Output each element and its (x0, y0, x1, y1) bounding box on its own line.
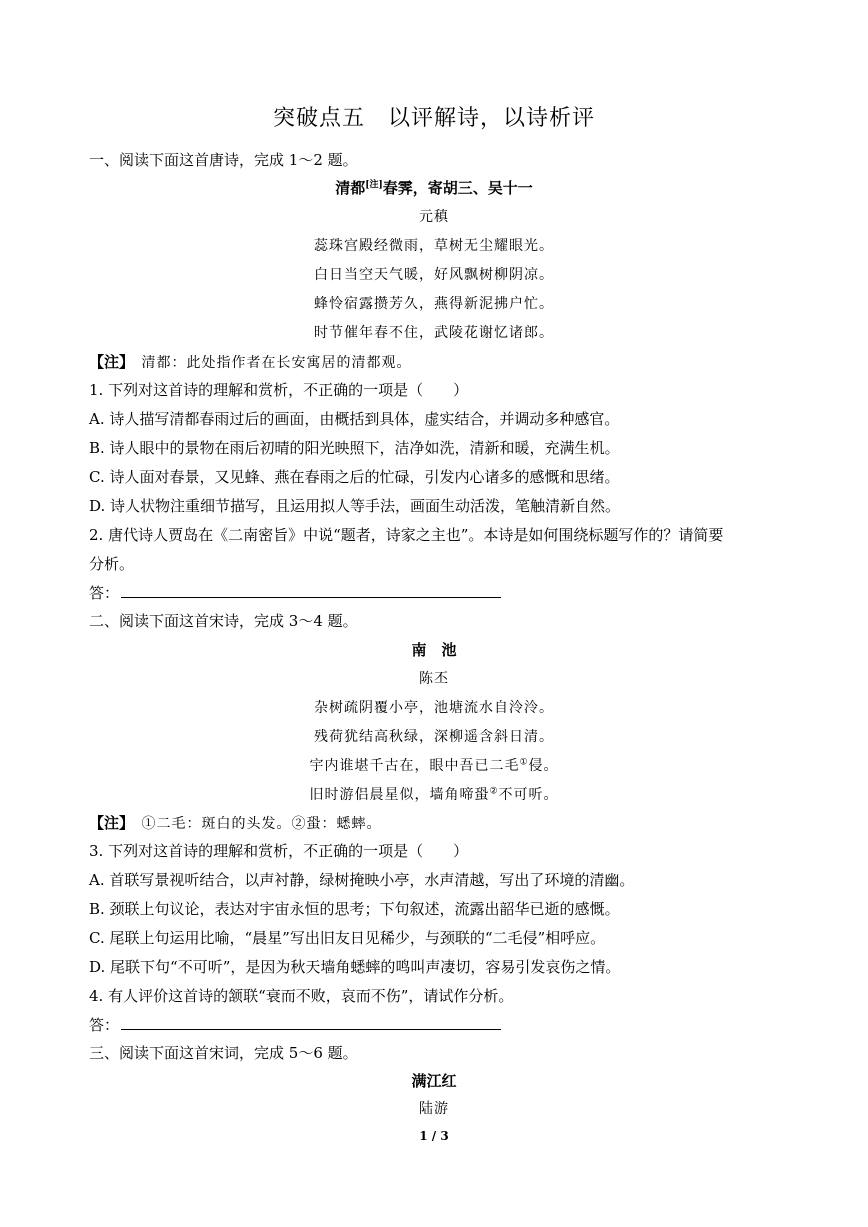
note-text: ①二毛：斑白的头发。②蛩：蟋蟀。 (126, 816, 382, 832)
poem-2-title: 南 池 (411, 641, 457, 659)
answer-line-2 (89, 583, 501, 603)
poem-1-line: 白日当空天气暖，好风飘树柳阴凉。 (314, 267, 554, 283)
poem-1-title-rest: 春霁，寄胡三、吴十一 (382, 179, 533, 197)
question-2: 2. 唐代诗人贾岛在《二南密旨》中说“题者，诗家之主也”。本诗是如何围绕标题写作的？请简要 (89, 526, 724, 544)
section-3-heading: 三、阅读下面这首宋词，完成 5～6 题。 (89, 1044, 358, 1062)
section-2-heading: 二、阅读下面这首宋诗，完成 3～4 题。 (89, 612, 358, 630)
poem-2-line4-b: 不可听。 (498, 787, 559, 803)
poem-1-line: 时节催年春不住，武陵花谢忆诸郎。 (314, 325, 554, 341)
poem-2-line3-b: 侵。 (528, 758, 559, 774)
question-3-option-c: C. 尾联上句运用比喻，“晨星”写出旧友日见稀少，与颈联的“二毛侵”相呼应。 (89, 929, 606, 947)
poem-1-line: 蕊珠宫殿经微雨，草树无尘耀眼光。 (314, 238, 554, 254)
poem-2-line (0, 756, 868, 776)
question-1-option-d: D. 诗人状物注重细节描写，且运用拟人等手法，画面生动活泼，笔触清新自然。 (89, 497, 621, 515)
poem-2-line: 杂树疏阴覆小亭，池塘流水自泠泠。 (314, 700, 554, 716)
question-1-option-c: C. 诗人面对春景，又见蜂、燕在春雨之后的忙碌，引发内心诸多的感慨和思绪。 (89, 468, 620, 486)
poem-1-title-note-mark: [注] (365, 180, 383, 190)
page-title: 突破点五 以评解诗，以诗析评 (272, 106, 595, 131)
poem-1-line: 蜂怜宿露攒芳久，燕得新泥拂户忙。 (314, 296, 554, 312)
poem-3-title: 满江红 (411, 1072, 457, 1090)
note-tag: 【注】 (89, 353, 127, 371)
answer-label: 答： (89, 1016, 120, 1034)
answer-blank[interactable] (121, 583, 501, 598)
poem-2-line3-a: 宇内谁堪千古在，眼中吾已二毛 (309, 758, 520, 774)
poem-2-author: 陈丕 (419, 671, 449, 687)
note-mark-1: ① (519, 757, 529, 768)
question-1-option-a: A. 诗人描写清都春雨过后的画面，由概括到具体，虚实结合，并调动多种感官。 (89, 410, 620, 428)
question-3-option-b: B. 颈联上句议论，表达对宇宙永恒的思考；下句叙述，流露出韶华已逝的感慨。 (89, 900, 620, 918)
note-tag: 【注】 (89, 814, 127, 832)
answer-blank[interactable] (121, 1015, 501, 1030)
poem-1-author: 元稹 (419, 209, 449, 225)
note-text: 清都：此处指作者在长安寓居的清都观。 (126, 355, 412, 371)
poem-2-line (0, 785, 868, 805)
question-3-option-a: A. 首联写景视听结合，以声衬静，绿树掩映小亭，水声清越，写出了环境的清幽。 (89, 871, 635, 889)
poem-2-line4-a: 旧时游侣晨星似，墙角啼蛩 (309, 787, 490, 803)
poem-2-note (89, 813, 382, 834)
answer-label: 答： (89, 584, 120, 602)
page-number: 1 / 3 (419, 1129, 449, 1143)
question-2-cont: 分析。 (89, 555, 135, 573)
poem-1-title (0, 178, 868, 198)
question-3-option-d: D. 尾联下句“不可听”，是因为秋天墙角蟋蟀的鸣叫声凄切，容易引发哀伤之情。 (89, 958, 621, 976)
poem-3-author: 陆游 (419, 1101, 449, 1117)
question-3: 3. 下列对这首诗的理解和赏析，不正确的一项是（ ） (89, 842, 469, 860)
question-1: 1. 下列对这首诗的理解和赏析，不正确的一项是（ ） (89, 381, 469, 399)
question-1-option-b: B. 诗人眼中的景物在雨后初晴的阳光映照下，洁净如洗，清新和暖，充满生机。 (89, 439, 620, 457)
section-1-heading: 一、阅读下面这首唐诗，完成 1～2 题。 (89, 151, 358, 169)
poem-1-title-main: 清都 (335, 179, 366, 197)
poem-1-note (89, 352, 412, 373)
question-4: 4. 有人评价这首诗的颔联“衰而不败，哀而不伤”，请试作分析。 (89, 987, 514, 1005)
poem-2-line: 残荷犹结高秋绿，深柳遥含斜日清。 (314, 729, 554, 745)
note-mark-2: ② (489, 786, 499, 797)
answer-line-4 (89, 1015, 501, 1035)
